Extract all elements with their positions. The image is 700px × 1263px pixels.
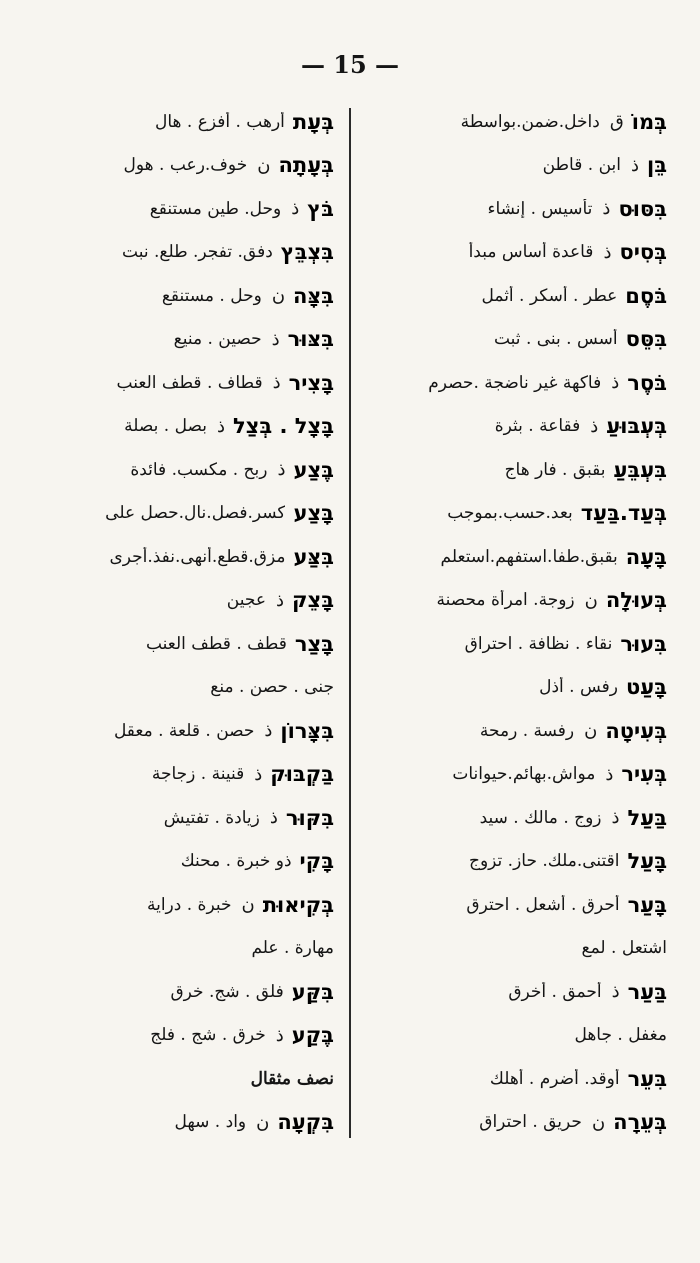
arabic-definition: اشتعل . لمع bbox=[581, 938, 667, 959]
hebrew-headword: בִּסֵּס bbox=[625, 327, 667, 352]
dictionary-entry bbox=[355, 1101, 667, 1145]
part-of-speech: ذ bbox=[291, 198, 300, 220]
dictionary-entry bbox=[355, 1014, 667, 1058]
part-of-speech: ن bbox=[584, 720, 598, 742]
hebrew-headword: בִּסּוּס bbox=[618, 196, 667, 221]
hebrew-headword: בַּעַר bbox=[627, 979, 667, 1004]
arabic-definition: ذو خبرة . محنك bbox=[180, 851, 292, 872]
arabic-definition: بعد.حسب.بموجب bbox=[447, 503, 573, 524]
arabic-definition: نقاء . نظافة . احتراق bbox=[464, 633, 613, 654]
dictionary-entry bbox=[355, 1057, 667, 1101]
dictionary-entry bbox=[22, 753, 334, 797]
hebrew-headword: בָּצֵק bbox=[292, 588, 334, 613]
hebrew-headword: בְּעְבּוּעַ bbox=[606, 414, 667, 439]
dictionary-entry bbox=[355, 753, 667, 797]
arabic-definition: زيادة . تفتيش bbox=[163, 807, 260, 828]
dictionary-entry bbox=[22, 927, 334, 971]
arabic-definition: داخل.ضمن.بواسطة bbox=[460, 111, 600, 132]
dictionary-entry bbox=[22, 883, 334, 927]
dictionary-entry bbox=[355, 579, 667, 623]
hebrew-headword: בְּמוֹ bbox=[631, 109, 667, 134]
part-of-speech: ن bbox=[256, 1111, 270, 1133]
arabic-definition: رفسة . رمحة bbox=[479, 720, 575, 741]
part-of-speech: ذ bbox=[216, 415, 225, 437]
hebrew-headword: בִּעְבֵּעַ bbox=[613, 457, 667, 482]
hebrew-headword: בִּקּוּר bbox=[285, 805, 334, 830]
hebrew-headword: בֶּצַע bbox=[293, 457, 334, 482]
hebrew-headword: בָּעַר bbox=[627, 892, 667, 917]
dictionary-entry bbox=[355, 448, 667, 492]
arabic-definition: وحل . مستنقع bbox=[161, 285, 262, 306]
part-of-speech: ق bbox=[609, 111, 624, 133]
dictionary-entry bbox=[22, 970, 334, 1014]
dictionary-entry bbox=[355, 187, 667, 231]
hebrew-headword: בִּעוּר bbox=[620, 631, 667, 656]
dictionary-entry bbox=[355, 709, 667, 753]
dictionary-entry bbox=[355, 535, 667, 579]
part-of-speech: ذ bbox=[277, 459, 286, 481]
arabic-definition: خوف.رعب . هول bbox=[123, 155, 248, 176]
left-column bbox=[22, 100, 334, 1145]
part-of-speech: ذ bbox=[630, 154, 639, 176]
part-of-speech: ذ bbox=[605, 763, 614, 785]
arabic-definition: أسس . بنى . ثبت bbox=[493, 329, 618, 350]
hebrew-headword: בְּעָת bbox=[292, 109, 334, 134]
arabic-definition: حصين . منيع bbox=[173, 329, 262, 350]
arabic-definition: بصل . بصلة bbox=[124, 416, 207, 437]
hebrew-headword: בָּצִיר bbox=[288, 370, 334, 395]
part-of-speech: ن bbox=[584, 589, 598, 611]
dictionary-entry bbox=[355, 231, 667, 275]
dictionary-entry bbox=[22, 231, 334, 275]
hebrew-headword: בַּעַל bbox=[627, 805, 667, 830]
dictionary-entry bbox=[22, 405, 334, 449]
part-of-speech: ن bbox=[591, 1111, 606, 1133]
hebrew-headword: בִּקַּע bbox=[291, 979, 334, 1004]
part-of-speech: ذ bbox=[269, 807, 278, 829]
arabic-definition: أحرق . أشعل . احترق bbox=[466, 894, 620, 915]
dictionary-entry bbox=[22, 1057, 334, 1101]
hebrew-headword: בִּצְבֵּץ bbox=[280, 240, 334, 265]
hebrew-headword: בִּצּוּר bbox=[287, 327, 334, 352]
hebrew-headword: בֹּסֶם bbox=[625, 283, 667, 308]
arabic-definition: أحمق . أخرق bbox=[508, 981, 602, 1002]
hebrew-headword: בְּעֵרָה bbox=[613, 1110, 667, 1135]
hebrew-headword: בֹּץ bbox=[307, 196, 334, 221]
dictionary-entry bbox=[22, 318, 334, 362]
arabic-definition: بقبق . فار هاج bbox=[504, 459, 606, 480]
hebrew-headword: בָּצַע bbox=[293, 501, 334, 526]
hebrew-headword: בְּסִיס bbox=[619, 240, 667, 265]
part-of-speech: ذ bbox=[271, 328, 280, 350]
arabic-definition: زوجة. امرأة محصنة bbox=[436, 590, 575, 611]
dictionary-entry bbox=[355, 144, 667, 188]
arabic-definition: بقبق.طفا.استفهم.استعلم bbox=[440, 546, 618, 567]
arabic-definition: قنينة . زجاجة bbox=[151, 764, 245, 785]
arabic-definition: مغفل . جاهل bbox=[574, 1025, 667, 1046]
hebrew-headword: בָּצַר bbox=[294, 631, 334, 656]
part-of-speech: ن bbox=[241, 894, 255, 916]
arabic-definition: فقاعة . بثرة bbox=[494, 416, 581, 437]
part-of-speech: ن bbox=[257, 154, 271, 176]
column-divider bbox=[349, 108, 351, 1138]
hebrew-headword: בֵּן bbox=[646, 153, 667, 178]
dictionary-entry bbox=[22, 666, 334, 710]
arabic-definition: قطاف . قطف العنب bbox=[116, 372, 263, 393]
hebrew-headword: בְּעַד.בַּעַד bbox=[580, 501, 667, 526]
right-column bbox=[355, 100, 667, 1145]
part-of-speech: ذ bbox=[611, 981, 620, 1003]
dictionary-entry bbox=[22, 274, 334, 318]
dictionary-entry bbox=[355, 927, 667, 971]
arabic-definition: فلق . شج. خرق bbox=[170, 981, 284, 1002]
dictionary-entry bbox=[355, 840, 667, 884]
arabic-definition: قطف . قطف العنب bbox=[145, 633, 287, 654]
arabic-definition: اقتنى.ملك. حاز. تزوج bbox=[468, 851, 620, 872]
page-number: — 15 — bbox=[300, 50, 400, 79]
dictionary-entry bbox=[355, 405, 667, 449]
dictionary-entry bbox=[22, 579, 334, 623]
hebrew-headword: בִּצַּע bbox=[293, 544, 334, 569]
hebrew-headword: בָּעַל bbox=[627, 849, 667, 874]
dictionary-entry bbox=[355, 883, 667, 927]
dictionary-entry bbox=[355, 622, 667, 666]
arabic-definition: وحل. طين مستنقع bbox=[149, 198, 282, 219]
dictionary-entry bbox=[22, 535, 334, 579]
arabic-definition: رفس . أذل bbox=[539, 677, 618, 698]
hebrew-headword: בְּעִיר bbox=[621, 762, 667, 787]
dictionary-entry bbox=[22, 144, 334, 188]
dictionary-entry bbox=[22, 622, 334, 666]
arabic-definition: مهارة . علم bbox=[251, 938, 334, 959]
hebrew-headword: בָּקִי bbox=[299, 849, 334, 874]
arabic-definition: مواش.بهائم.حيوانات bbox=[452, 764, 596, 785]
part-of-speech: ذ bbox=[264, 720, 273, 742]
arabic-definition: كسر.فصل.نال.حصل على bbox=[105, 503, 286, 524]
arabic-definition: خرق . شج . فلج bbox=[150, 1025, 266, 1046]
dictionary-entry bbox=[22, 100, 334, 144]
arabic-definition: مزق.قطع.أنهى.نفذ.أجرى bbox=[109, 546, 286, 567]
arabic-definition: عطر . أسكر . أثمل bbox=[481, 285, 618, 306]
arabic-definition: حصن . قلعة . معقل bbox=[113, 720, 255, 741]
hebrew-headword: בַּקְבּוּק bbox=[270, 762, 334, 787]
part-of-speech: ذ bbox=[272, 372, 281, 394]
arabic-definition: فاكهة غير ناضجة .حصرم bbox=[428, 372, 602, 393]
dictionary-entry bbox=[355, 666, 667, 710]
hebrew-headword: בְּקִיאוּת bbox=[262, 892, 334, 917]
arabic-definition: أرهب . أفزع . هال bbox=[155, 111, 285, 132]
arabic-definition: نصف مثقال bbox=[250, 1068, 334, 1089]
dictionary-entry bbox=[22, 1014, 334, 1058]
arabic-definition: زوج . مالك . سيد bbox=[479, 807, 602, 828]
part-of-speech: ذ bbox=[603, 241, 612, 263]
hebrew-headword: בָּצָל . בְּצַל bbox=[232, 414, 334, 439]
hebrew-headword: בִּצָּרוֹן bbox=[280, 718, 334, 743]
arabic-definition: عجين bbox=[226, 590, 266, 611]
part-of-speech: ذ bbox=[590, 415, 599, 437]
arabic-definition: جنى . حصن . منع bbox=[210, 677, 334, 698]
arabic-definition: حريق . احتراق bbox=[479, 1112, 582, 1133]
part-of-speech: ذ bbox=[276, 589, 285, 611]
arabic-definition: واد . سهل bbox=[174, 1112, 247, 1133]
hebrew-headword: בֶּקַע bbox=[291, 1023, 334, 1048]
dictionary-entry bbox=[22, 492, 334, 536]
arabic-definition: خبرة . دراية bbox=[146, 894, 232, 915]
dictionary-entry bbox=[355, 274, 667, 318]
part-of-speech: ذ bbox=[602, 198, 611, 220]
dictionary-entry bbox=[22, 187, 334, 231]
hebrew-headword: בִּצָּה bbox=[293, 283, 334, 308]
part-of-speech: ذ bbox=[254, 763, 263, 785]
dictionary-entry bbox=[22, 796, 334, 840]
dictionary-entry bbox=[355, 318, 667, 362]
dictionary-entry bbox=[22, 840, 334, 884]
dictionary-entry bbox=[22, 448, 334, 492]
part-of-speech: ذ bbox=[611, 807, 620, 829]
arabic-definition: دفق. تفجر. طلع. نبت bbox=[122, 242, 273, 263]
arabic-definition: أوقد. أضرم . أهلك bbox=[489, 1068, 620, 1089]
dictionary-entry bbox=[355, 492, 667, 536]
dictionary-entry bbox=[355, 361, 667, 405]
hebrew-headword: בִּקְעָה bbox=[277, 1110, 334, 1135]
dictionary-entry bbox=[22, 709, 334, 753]
hebrew-headword: בְּעָתָה bbox=[278, 153, 334, 178]
arabic-definition: ابن . قاطن bbox=[542, 155, 621, 176]
dictionary-entry bbox=[355, 970, 667, 1014]
part-of-speech: ن bbox=[271, 285, 286, 307]
dictionary-entry bbox=[355, 796, 667, 840]
part-of-speech: ذ bbox=[275, 1024, 284, 1046]
part-of-speech: ذ bbox=[611, 372, 620, 394]
dictionary-entry bbox=[22, 1101, 334, 1145]
hebrew-headword: בִּעֵר bbox=[627, 1066, 667, 1091]
hebrew-headword: בְּעוּלָה bbox=[605, 588, 667, 613]
arabic-definition: تأسيس . إنشاء bbox=[487, 198, 593, 219]
arabic-definition: ربح . مكسب. فائدة bbox=[130, 459, 268, 480]
hebrew-headword: בָּעַט bbox=[625, 675, 667, 700]
dictionary-entry bbox=[22, 361, 334, 405]
arabic-definition: قاعدة أساس مبدأ bbox=[468, 242, 594, 263]
hebrew-headword: בָּעָה bbox=[625, 544, 667, 569]
dictionary-entry bbox=[355, 100, 667, 144]
hebrew-headword: בְּעִיטָה bbox=[605, 718, 667, 743]
hebrew-headword: בֹּסֶר bbox=[627, 370, 667, 395]
